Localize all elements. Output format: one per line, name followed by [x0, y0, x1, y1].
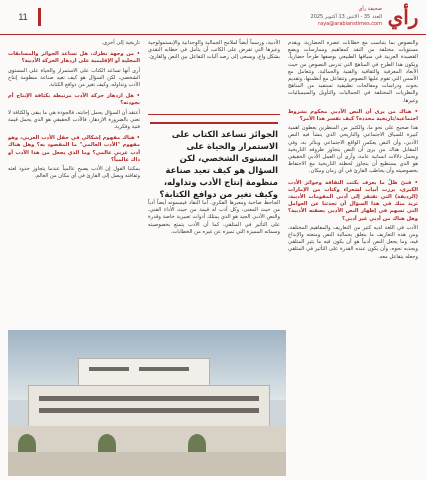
paragraph: أعتقد أن السؤال يحمل إجابته، فالجودة هي ما يبقى والكثافة لا تعني بالضرورة الازدهار، فالأدب الحقيقي هو الذي يحمل قيمة فنية وفكرية.	[8, 109, 140, 131]
paragraph: الأدبية، ورسماً أيضاً لملامح الجمالية والوجدانية والإبستمولوجية وغيرها التي تفرض على الكاتب أن يتأمل في خطابه النقدي بشكل واع، ويسعى إلى رصد آليات التفاعل بين النص والقارئ.	[148, 40, 280, 61]
newspaper-logo: رأي	[387, 5, 419, 29]
email-link[interactable]: raya@arabianstimes.com	[318, 21, 382, 27]
column-right	[288, 40, 418, 264]
question: • هل ازدهار حركة الأدب مرتبطة بكثافة الإنتاج أم بجودته؟	[8, 93, 140, 107]
paragraph: أرى أنها تساعد الكتاب على الاستمرار والحياة على المستوى الشخصي، لكن السؤال هو كيف تعيد صناعة منظومة إنتاج الأدب وتداوله، وكيف تغير من دوافع الكتابة.	[8, 67, 140, 89]
window	[39, 408, 259, 413]
building-main	[28, 385, 270, 427]
question: • من وجهة نظرك، هل تساعد الجوائز والمسابقات المحلية أو الإقليمية على ازدهار الحركة الأدبية؟	[8, 51, 140, 65]
column-left	[8, 40, 140, 183]
question: • هناك مفهوم إشكالي في حقل الأدب العربي، وهو مفهوم "الأدب العالمي" ما المقصود به؟ وهل هناك أدب عربي عالمي؟ وما الذي يجعل من هذا الأدب أو ذاك عالمياً؟	[8, 135, 140, 164]
question: • فنيّ ظلّ ما يعرف بكتب الثقافة وجوائز الأدب الكبرى، برزت أبيات لشعراء وكتاب من الإمارات (الرديفة) التي تفتقر إلى أدنى المقومات الأدبية، تريد منك في هذا السؤال أن تحدثنا عن العوامل التي تسهم في إظهار النص الأدبي بصفته الأدبية؟ وهل هناك من أدبي غير أدبي؟	[288, 180, 418, 223]
paragraph: تاريخية إلى أخرى.	[101, 40, 140, 46]
paragraph: يمكننا القول إن الأدب يصبح عالمياً عندما يتجاوز حدود لغته وثقافته ويصل إلى القارئ في أي مكان من العالم.	[8, 166, 140, 180]
paragraph: الأدب في اللغة لديه كثير من التعاريف والمفاهيم المختلفة، ومن هذه التعاريف ما يتعلق بجمالية النص ومتعته والإبداع فيه، وما يجعل النص أدبياً هو أن يكون فيه ما يثير المتلقي ويجذبه نحوه، وأن يكون عنده القدرة على التأثير في المتلقي وجعله يتفاعل معه.	[288, 224, 418, 260]
page-number: 11	[8, 8, 41, 26]
issue-info: العدد 35 - الاثنين 13 أكتوبر 2025	[310, 14, 382, 20]
window	[39, 396, 259, 401]
pull-quote: الجوائز تساعد الكتاب على الاستمرار والحياة على المستوى الشخصي، لكن السؤال هو كيف تعيد صناعة منظومة إنتاج الأدب وتداوله، وكيف تغير من دوافع الكتابة؟	[150, 122, 278, 200]
paragraph: هذا صحيح على نحو ما، والكثير من المنظرين يعطون اهمية كبيرة للسياق الاجتماعي والتاريخي الذي ينشأ فيه النص الأدبي، وأن النص يعكس الواقع الاجتماعي ويتأثر به، وفي المقابل هناك من يرى أن النص يتجاوز ظروفه التاريخية ويحمل دلالات انسانية عامة، وأرى أن العمل الأدبي الحقيقي هو الذي يستطيع أن يتجاوز لحظته التاريخية مع الاحتفاظ بخصوصيته وأن يخاطب القارئ في أي زمان ومكان.	[288, 125, 418, 175]
building-photo	[8, 330, 286, 476]
ground	[8, 452, 286, 476]
logo-subtitle: صحيفة رأي	[358, 6, 382, 12]
paragraph: والنصوص بما يتناسب مع خطابات عصره الحضارية، ويقدم مستويات مختلفة من النقد كمفاهيم وممارسات ويضع القصيدة العربية في سياقها الطبيعي بوصفها طرحاً حضارياً، ويكون هذا الطرح في المناهج التي تدرس النصوص من حيث الأبعاد المعرفية والثقافية والفنية والجمالية، وتتعامل مع الأسس التي تقوم عليها النصوص وتتفاعل مع أنظمتها، وتقديم بحوث ودراسات ومعالجات تطبيقية تستفيد من المناهج والنظريات المختلفة في الجماليات والتأويل والسيميائيات وغيرها.	[288, 40, 418, 104]
column-middle	[148, 40, 280, 65]
window	[89, 367, 129, 371]
question: • هناك من يرى أن النص الأدبي محكوم بشروط اجتماعية/تاريخية محددة؟ كيف تفسر هذا الأمر؟	[288, 109, 418, 123]
column-middle-lower	[148, 200, 280, 239]
paragraph: الجاحظ صاحبة ومعبرها الفكري. أما النقاد فيسمونه أيضاً أدباً من حيث المعنى، وكل أدب له قيمة من حيث الأداء الفني، والنص الأدبي الجيد هو الذي يمتلك أدوات تعبيرية خاصة وقدرة على التأثير في المتلقي، كما أن الأدب يتمتع بخصوصيته وسماته المميزة التي تميزه عن غيره من الخطابات.	[148, 200, 280, 235]
window	[139, 367, 189, 371]
pullquote-divider	[148, 114, 280, 115]
building-base	[8, 426, 286, 454]
page-header	[0, 0, 426, 35]
